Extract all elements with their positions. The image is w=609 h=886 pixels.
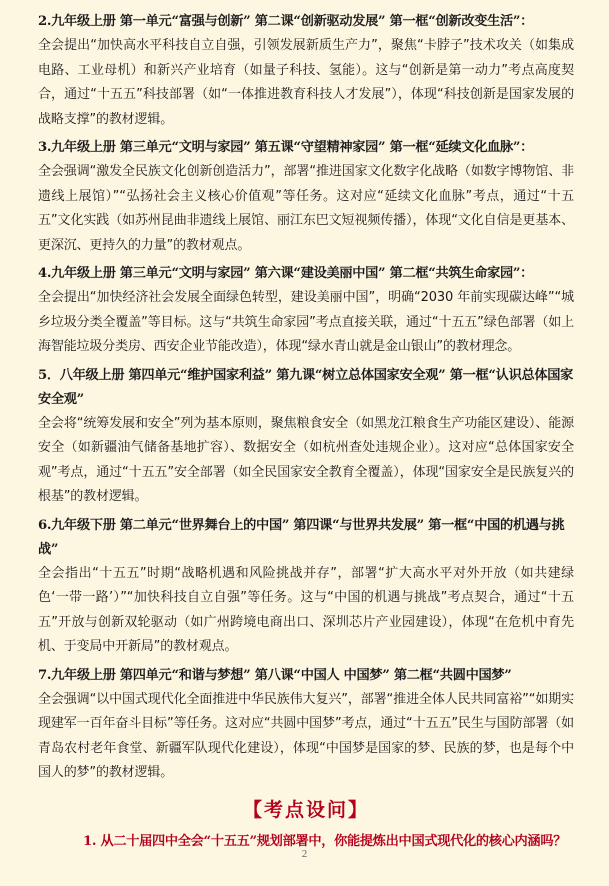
section-body: 全会强调“激发全民族文化创新创造活力”，部署“推进国家文化数字化战略（如数字博物馆、非遗线上展馆）”“弘扬社会主义核心价值观”等任务。这对应“延续文化血脉”考点，通过“十五五”文化实践（如苏州昆曲非遗线上展馆、丽江东巴文短视频传播），体现“文化自信是更基本、更深沉、更持久的力量”的教材观点。: [38, 164, 574, 253]
section-heading: 7.九年级上册 第四单元“和谐与梦想” 第八课“中国人 中国梦” 第二框“共圆中国梦”: [38, 667, 512, 683]
section-4: [38, 262, 574, 360]
section-body: 全会指出“十五五”时期“战略机遇和风险挑战并存”，部署“扩大高水平对外开放（如共建绿色‘一带一路’）”“加快科技自立自强”等任务。这与“中国的机遇与挑战”考点契合，通过“十五五”开放与创新双轮驱动（如广州跨境电商出口、深圳芯片产业园建设），体现“在危机中育先机、于变局中开新局”的教材观点。: [38, 565, 574, 654]
section-3: [38, 136, 574, 258]
page-number: 2: [301, 848, 308, 860]
section-heading: 4.九年级上册 第三单元“文明与家园” 第六课“建设美丽中国” 第二框“共筑生命家园”：: [38, 266, 534, 281]
section-6: [38, 514, 574, 660]
document-page: [38, 10, 574, 854]
section-heading: 5．八年级上册 第四单元“维护国家利益” 第九课“树立总体国家安全观” 第一框“认识总体国家安全观”: [38, 367, 574, 407]
section-heading: 2.九年级上册 第一单元“富强与创新” 第二课“创新驱动发展” 第一框“创新改变生活”：: [38, 14, 534, 29]
section-body: 全会强调“以中国式现代化全面推进中华民族伟大复兴”，部署“推进全体人民共同富裕”“如期实现建军一百年奋斗目标”等任务。这对应“共圆中国梦”考点，通过“十五五”民生与国防部署（如青岛农村老年食堂、新疆军队现代化建设），体现“中国梦是国家的梦、民族的梦，也是每个中国人的梦”的教材逻辑。: [38, 691, 574, 780]
section-7: [38, 664, 574, 786]
question-1: 1. 从二十届四中全会“十五五”规划部署中，你能提炼出中国式现代化的核心内涵吗？: [83, 833, 567, 849]
section-5: [38, 364, 574, 510]
section-body: 全会提出“加快高水平科技自立自强，引领发展新质生产力”，聚焦“卡脖子”技术攻关（如集成电路、工业母机）和新兴产业培育（如量子科技、氢能）。这与“创新是第一动力”考点高度契合，通过“十五五”科技部署（如“一体推进教育科技人才发展”），体现“科技创新是国家发展的战略支撑”的教材逻辑。: [38, 38, 574, 127]
section-heading: 3.九年级上册 第三单元“文明与家园” 第五课“守望精神家园” 第一框“延续文化血脉”：: [38, 140, 534, 155]
section-body: 全会提出“加快经济社会发展全面绿色转型，建设美丽中国”，明确“2030 年前实现碳达峰”“城乡垃圾分类全覆盖”等目标。这与“共筑生命家园”考点直接关联，通过“十五五”绿色部署（如上海智能垃圾分类房、西安企业节能改造），体现“绿水青山就是金山银山”的教材理念。: [38, 290, 574, 354]
section-body: 全会将“统筹发展和安全”列为基本原则，聚焦粮食安全（如黑龙江粮食生产功能区建设）、能源安全（如新疆油气储备基地扩容）、数据安全（如杭州查处违规企业）。这对应“总体国家安全观”考点，通过“十五五”安全部署（如全民国家安全教育全覆盖），体现“国家安全是民族复兴的根基”的教材逻辑。: [38, 415, 574, 504]
section-heading: 6.九年级下册 第二单元“世界舞台上的中国” 第四课“与世界共发展” 第一框“中国的机遇与挑战”: [38, 517, 565, 557]
section-2: [38, 10, 574, 132]
exam-questions-banner: 【考点设问】: [242, 798, 369, 821]
